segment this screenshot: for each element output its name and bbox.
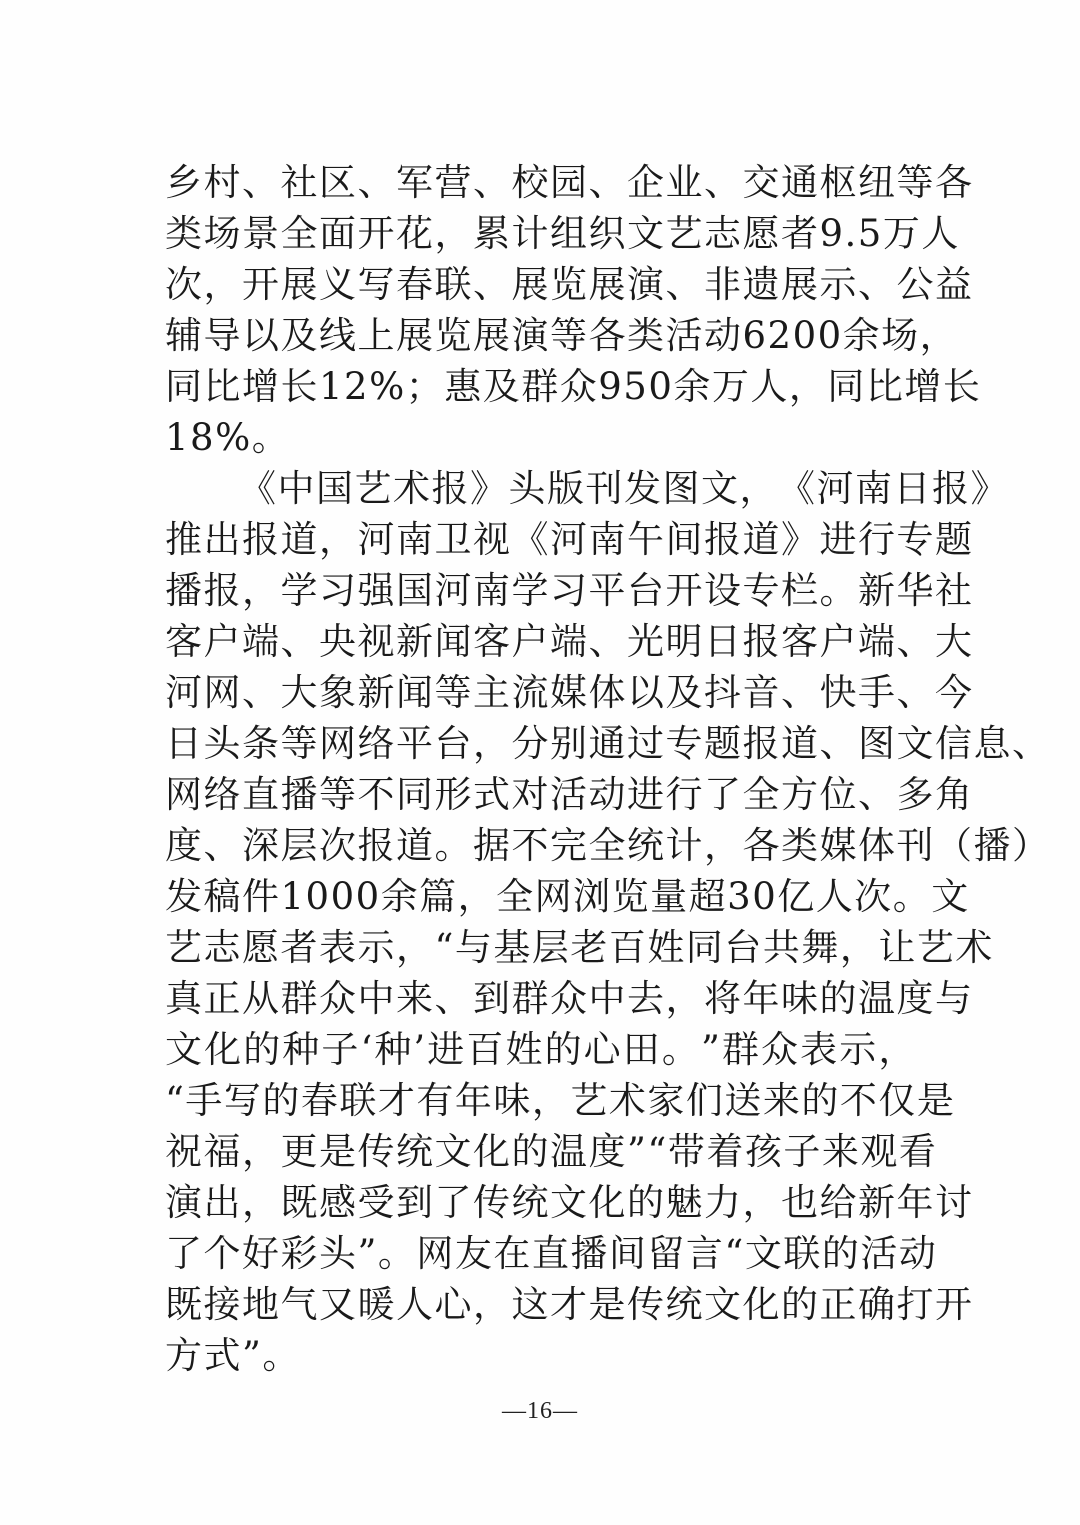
text-line: 乡 村 、 社 区 、 军 营 、 校 园 、 企 业 、 交 通 枢 纽 等 各 <box>165 161 974 204</box>
text-line: 方式”。 <box>165 1334 301 1377</box>
text-line: “ 手 写 的 春 联 才 有 年 味 ， 艺 术 家 们 送 来 的 不 仅 是 <box>165 1079 956 1122</box>
page-number: —16— <box>502 1398 578 1424</box>
text-line: 客 户 端 、 央 视 新 闻 客 户 端 、 光 明 日 报 客 户 端 、 大 <box>165 620 974 663</box>
text-line: 同 比 增 长 12% ； 惠 及 群 众 950 余 万 人 ， 同 比 增 长 <box>165 365 982 408</box>
text-line: 文 化 的 种 子 ‘ 种 ’ 进 百 姓 的 心 田 。 ” 群 众 表 示 ， <box>165 1028 917 1071</box>
text-line: 真 正 从 群 众 中 来 、 到 群 众 中 去 ， 将 年 味 的 温 度 与 <box>165 977 974 1020</box>
text-line: 推 出 报 道 ， 河 南 卫 视 《 河 南 午 间 报 道 》 进 行 专 题 <box>165 518 974 561</box>
text-line: 播 报 ， 学 习 强 国 河 南 学 习 平 台 开 设 专 栏 。 新 华 社 <box>165 569 974 612</box>
text-line: 演 出 ， 既 感 受 到 了 传 统 文 化 的 魅 力 ， 也 给 新 年 讨 <box>165 1181 974 1224</box>
text-line: 《 中 国 艺 术 报 》 头 版 刊 发 图 文 ， 《 河 南 日 报 》 <box>239 467 1009 510</box>
text-line: 度 、 深 层 次 报 道 。 据 不 完 全 统 计 ， 各 类 媒 体 刊 （ 播 ） <box>165 824 1051 867</box>
text-line: 网 络 直 播 等 不 同 形 式 对 活 动 进 行 了 全 方 位 、 多 角 <box>165 773 974 816</box>
text-line: 了 个 好 彩 头 ” 。 网 友 在 直 播 间 留 言 “ 文 联 的 活 动 <box>165 1232 938 1275</box>
body-text <box>165 157 1051 1381</box>
text-line: 类 场 景 全 面 开 花 ， 累 计 组 织 文 艺 志 愿 者 9.5 万 人 <box>165 212 960 255</box>
text-line: 河 网 、 大 象 新 闻 等 主 流 媒 体 以 及 抖 音 、 快 手 、 今 <box>165 671 974 714</box>
text-line: 18%。 <box>165 416 291 459</box>
text-line: 辅 导 以 及 线 上 展 览 展 演 等 各 类 活 动 6200 余 场 ， <box>165 314 959 357</box>
text-line: 艺 志 愿 者 表 示 ， “ 与 基 层 老 百 姓 同 台 共 舞 ， 让 艺 术 <box>165 926 994 969</box>
text-line: 既 接 地 气 又 暖 人 心 ， 这 才 是 传 统 文 化 的 正 确 打 开 <box>165 1283 974 1326</box>
text-line: 发 稿 件 1000 余 篇 ， 全 网 浏 览 量 超 30 亿 人 次 。 文 <box>165 875 970 918</box>
text-line: 日 头 条 等 网 络 平 台 ， 分 别 通 过 专 题 报 道 、 图 文 信 息 、 <box>165 722 1051 765</box>
text-line: 次 ， 开 展 义 写 春 联 、 展 览 展 演 、 非 遗 展 示 、 公 益 <box>165 263 974 306</box>
text-line: 祝 福 ， 更 是 传 统 文 化 的 温 度 ” “ 带 着 孩 子 来 观 看 <box>165 1130 938 1173</box>
